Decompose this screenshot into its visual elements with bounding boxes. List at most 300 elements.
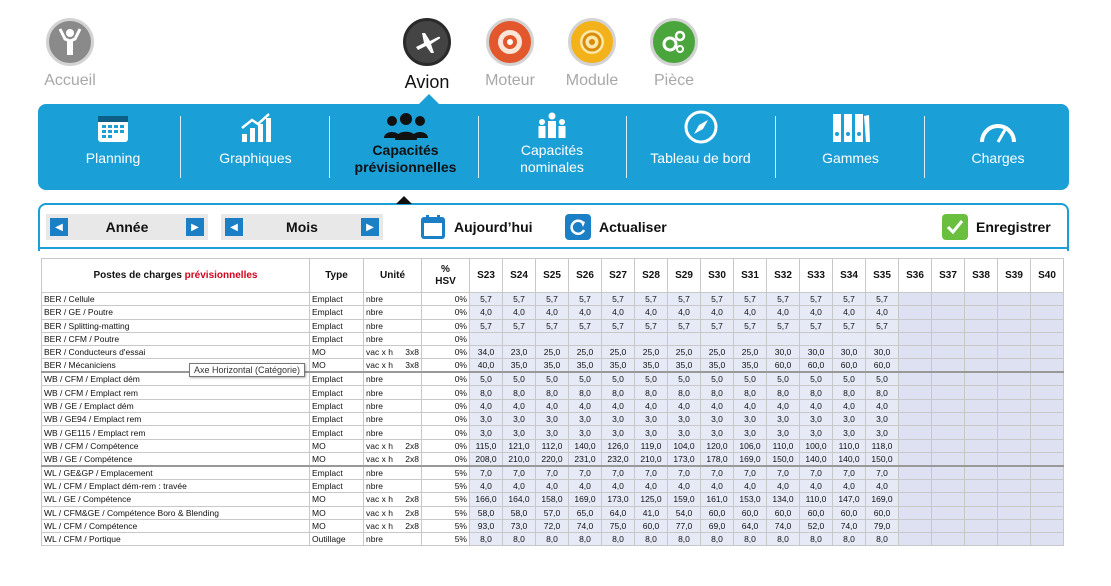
week-value-cell[interactable]: 3,0	[800, 413, 833, 426]
row-hsv-cell[interactable]: 0%	[422, 359, 470, 373]
week-value-cell[interactable]	[833, 332, 866, 345]
week-value-cell[interactable]: 77,0	[668, 519, 701, 532]
week-empty-cell[interactable]	[998, 413, 1031, 426]
row-hsv-cell[interactable]: 0%	[422, 319, 470, 332]
week-value-cell[interactable]: 4,0	[569, 399, 602, 412]
week-empty-cell[interactable]	[965, 319, 998, 332]
week-empty-cell[interactable]	[1031, 386, 1064, 399]
week-value-cell[interactable]: 60,0	[833, 359, 866, 373]
refresh-button[interactable]	[565, 213, 667, 241]
week-value-cell[interactable]: 4,0	[536, 399, 569, 412]
week-empty-cell[interactable]	[1031, 306, 1064, 319]
week-value-cell[interactable]: 5,0	[734, 372, 767, 386]
row-type-cell[interactable]: Emplact	[310, 386, 364, 399]
week-value-cell[interactable]: 64,0	[734, 519, 767, 532]
row-type-cell[interactable]: MO	[310, 493, 364, 506]
row-type-cell[interactable]: MO	[310, 439, 364, 452]
week-value-cell[interactable]: 159,0	[668, 493, 701, 506]
week-empty-cell[interactable]	[899, 479, 932, 492]
week-empty-cell[interactable]	[998, 346, 1031, 359]
week-value-cell[interactable]: 153,0	[734, 493, 767, 506]
row-unit-cell[interactable]	[364, 399, 422, 412]
week-value-cell[interactable]: 5,7	[503, 319, 536, 332]
week-value-cell[interactable]: 4,0	[470, 399, 503, 412]
week-value-cell[interactable]: 4,0	[635, 479, 668, 492]
week-empty-cell[interactable]	[1031, 533, 1064, 546]
week-value-cell[interactable]: 126,0	[602, 439, 635, 452]
week-value-cell[interactable]: 3,0	[536, 426, 569, 439]
week-value-cell[interactable]: 4,0	[470, 306, 503, 319]
row-type-cell[interactable]: MO	[310, 519, 364, 532]
week-value-cell[interactable]: 169,0	[866, 493, 899, 506]
week-value-cell[interactable]: 58,0	[503, 506, 536, 519]
week-empty-cell[interactable]	[965, 506, 998, 519]
week-empty-cell[interactable]	[899, 359, 932, 373]
row-hsv-cell[interactable]: 0%	[422, 386, 470, 399]
week-value-cell[interactable]: 4,0	[767, 479, 800, 492]
today-button[interactable]	[420, 213, 533, 241]
week-empty-cell[interactable]	[998, 359, 1031, 373]
week-value-cell[interactable]: 169,0	[569, 493, 602, 506]
row-name-cell[interactable]: WL / GE&GP / Emplacement	[42, 466, 310, 480]
row-name-cell[interactable]: WB / GE / Emplact dém	[42, 399, 310, 412]
week-value-cell[interactable]: 8,0	[767, 533, 800, 546]
week-value-cell[interactable]: 121,0	[503, 439, 536, 452]
row-type-cell[interactable]: MO	[310, 359, 364, 373]
week-empty-cell[interactable]	[965, 493, 998, 506]
week-value-cell[interactable]: 8,0	[569, 533, 602, 546]
row-hsv-cell[interactable]: 0%	[422, 426, 470, 439]
week-value-cell[interactable]: 8,0	[668, 386, 701, 399]
row-type-cell[interactable]: Emplact	[310, 426, 364, 439]
week-empty-cell[interactable]	[899, 439, 932, 452]
row-unit-cell[interactable]	[364, 386, 422, 399]
week-value-cell[interactable]: 4,0	[536, 306, 569, 319]
week-value-cell[interactable]	[635, 332, 668, 345]
week-value-cell[interactable]: 3,0	[866, 426, 899, 439]
row-name-cell[interactable]: WL / CFM / Portique	[42, 533, 310, 546]
week-value-cell[interactable]: 73,0	[503, 519, 536, 532]
week-value-cell[interactable]	[734, 332, 767, 345]
week-empty-cell[interactable]	[932, 506, 965, 519]
week-value-cell[interactable]: 5,7	[767, 319, 800, 332]
week-value-cell[interactable]: 104,0	[668, 439, 701, 452]
week-value-cell[interactable]: 7,0	[767, 466, 800, 480]
week-empty-cell[interactable]	[965, 359, 998, 373]
next-month-button[interactable]: ▶	[361, 218, 379, 236]
week-empty-cell[interactable]	[932, 466, 965, 480]
week-value-cell[interactable]: 60,0	[800, 359, 833, 373]
week-value-cell[interactable]: 60,0	[734, 506, 767, 519]
week-empty-cell[interactable]	[1031, 506, 1064, 519]
row-unit-cell[interactable]	[364, 466, 422, 480]
week-value-cell[interactable]: 60,0	[767, 359, 800, 373]
week-value-cell[interactable]: 5,7	[470, 319, 503, 332]
week-value-cell[interactable]: 4,0	[767, 399, 800, 412]
week-empty-cell[interactable]	[932, 386, 965, 399]
week-value-cell[interactable]: 93,0	[470, 519, 503, 532]
week-value-cell[interactable]: 30,0	[833, 346, 866, 359]
week-value-cell[interactable]: 79,0	[866, 519, 899, 532]
row-hsv-cell[interactable]: 0%	[422, 306, 470, 319]
save-button[interactable]	[942, 213, 1051, 241]
week-value-cell[interactable]: 7,0	[800, 466, 833, 480]
week-empty-cell[interactable]	[998, 372, 1031, 386]
week-value-cell[interactable]: 65,0	[569, 506, 602, 519]
week-value-cell[interactable]: 35,0	[635, 359, 668, 373]
week-value-cell[interactable]: 100,0	[800, 439, 833, 452]
week-value-cell[interactable]: 8,0	[833, 533, 866, 546]
week-value-cell[interactable]	[668, 332, 701, 345]
week-value-cell[interactable]: 40,0	[470, 359, 503, 373]
week-value-cell[interactable]	[866, 332, 899, 345]
week-value-cell[interactable]: 5,7	[701, 293, 734, 306]
week-empty-cell[interactable]	[899, 306, 932, 319]
week-value-cell[interactable]: 5,0	[569, 372, 602, 386]
week-value-cell[interactable]: 5,0	[536, 372, 569, 386]
week-value-cell[interactable]: 3,0	[668, 426, 701, 439]
week-value-cell[interactable]: 8,0	[800, 533, 833, 546]
week-empty-cell[interactable]	[998, 519, 1031, 532]
week-empty-cell[interactable]	[1031, 452, 1064, 466]
row-unit-cell[interactable]	[364, 372, 422, 386]
week-value-cell[interactable]: 3,0	[701, 413, 734, 426]
week-value-cell[interactable]: 8,0	[635, 386, 668, 399]
row-name-cell[interactable]: WL / CFM / Emplact dém-rem : travée	[42, 479, 310, 492]
week-value-cell[interactable]: 4,0	[602, 479, 635, 492]
row-type-cell[interactable]: Outillage	[310, 533, 364, 546]
week-value-cell[interactable]: 60,0	[635, 519, 668, 532]
week-value-cell[interactable]: 74,0	[833, 519, 866, 532]
week-empty-cell[interactable]	[965, 426, 998, 439]
week-value-cell[interactable]: 4,0	[668, 479, 701, 492]
week-value-cell[interactable]: 74,0	[767, 519, 800, 532]
week-value-cell[interactable]	[767, 332, 800, 345]
week-value-cell[interactable]: 3,0	[635, 426, 668, 439]
week-value-cell[interactable]: 208,0	[470, 452, 503, 466]
week-empty-cell[interactable]	[899, 452, 932, 466]
week-value-cell[interactable]: 8,0	[866, 386, 899, 399]
week-empty-cell[interactable]	[1031, 399, 1064, 412]
topnav-piece[interactable]	[624, 18, 724, 90]
week-value-cell[interactable]: 3,0	[866, 413, 899, 426]
week-value-cell[interactable]: 5,7	[734, 319, 767, 332]
week-value-cell[interactable]: 4,0	[602, 399, 635, 412]
week-empty-cell[interactable]	[932, 493, 965, 506]
row-hsv-cell[interactable]: 0%	[422, 332, 470, 345]
week-value-cell[interactable]: 8,0	[536, 533, 569, 546]
row-name-cell[interactable]: WL / CFM&GE / Compétence Boro & Blending	[42, 506, 310, 519]
week-empty-cell[interactable]	[899, 332, 932, 345]
row-type-cell[interactable]: Emplact	[310, 306, 364, 319]
week-empty-cell[interactable]	[932, 319, 965, 332]
week-empty-cell[interactable]	[1031, 519, 1064, 532]
week-value-cell[interactable]: 60,0	[866, 359, 899, 373]
week-value-cell[interactable]: 8,0	[503, 533, 536, 546]
week-value-cell[interactable]: 3,0	[767, 426, 800, 439]
week-empty-cell[interactable]	[965, 386, 998, 399]
week-value-cell[interactable]: 23,0	[503, 346, 536, 359]
week-empty-cell[interactable]	[1031, 479, 1064, 492]
week-empty-cell[interactable]	[998, 293, 1031, 306]
week-empty-cell[interactable]	[998, 386, 1031, 399]
week-value-cell[interactable]: 5,0	[602, 372, 635, 386]
week-empty-cell[interactable]	[965, 519, 998, 532]
week-value-cell[interactable]: 25,0	[569, 346, 602, 359]
week-value-cell[interactable]: 5,7	[767, 293, 800, 306]
week-empty-cell[interactable]	[965, 413, 998, 426]
row-name-cell[interactable]: BER / Mécaniciens	[42, 359, 310, 373]
week-value-cell[interactable]: 75,0	[602, 519, 635, 532]
week-empty-cell[interactable]	[998, 399, 1031, 412]
week-value-cell[interactable]: 25,0	[668, 346, 701, 359]
week-value-cell[interactable]: 3,0	[536, 413, 569, 426]
ribbon-planning[interactable]	[58, 104, 168, 190]
week-value-cell[interactable]: 5,7	[734, 293, 767, 306]
week-value-cell[interactable]: 4,0	[866, 306, 899, 319]
week-value-cell[interactable]: 5,7	[602, 293, 635, 306]
week-value-cell[interactable]: 5,7	[800, 293, 833, 306]
row-name-cell[interactable]: WB / CFM / Emplact rem	[42, 386, 310, 399]
week-empty-cell[interactable]	[932, 413, 965, 426]
week-empty-cell[interactable]	[932, 293, 965, 306]
row-type-cell[interactable]: Emplact	[310, 413, 364, 426]
week-value-cell[interactable]: 173,0	[602, 493, 635, 506]
week-value-cell[interactable]: 4,0	[767, 306, 800, 319]
week-value-cell[interactable]: 3,0	[635, 413, 668, 426]
row-unit-cell[interactable]	[364, 519, 422, 532]
row-name-cell[interactable]: BER / Conducteurs d'essai	[42, 346, 310, 359]
week-empty-cell[interactable]	[998, 452, 1031, 466]
week-value-cell[interactable]: 5,7	[536, 293, 569, 306]
week-value-cell[interactable]: 5,7	[866, 293, 899, 306]
row-unit-cell[interactable]	[364, 319, 422, 332]
row-name-cell[interactable]: WB / GE94 / Emplact rem	[42, 413, 310, 426]
week-value-cell[interactable]: 7,0	[503, 466, 536, 480]
week-value-cell[interactable]: 5,0	[470, 372, 503, 386]
week-value-cell[interactable]: 4,0	[734, 399, 767, 412]
row-unit-cell[interactable]	[364, 533, 422, 546]
row-unit-cell[interactable]	[364, 346, 422, 359]
week-value-cell[interactable]: 7,0	[734, 466, 767, 480]
week-value-cell[interactable]: 3,0	[833, 426, 866, 439]
week-value-cell[interactable]: 8,0	[767, 386, 800, 399]
row-hsv-cell[interactable]: 0%	[422, 293, 470, 306]
week-value-cell[interactable]: 4,0	[503, 306, 536, 319]
week-empty-cell[interactable]	[899, 493, 932, 506]
row-unit-cell[interactable]	[364, 359, 422, 373]
ribbon-capacites-previsionnelles[interactable]	[338, 104, 473, 190]
week-empty-cell[interactable]	[932, 306, 965, 319]
week-empty-cell[interactable]	[932, 346, 965, 359]
week-value-cell[interactable]: 5,7	[833, 319, 866, 332]
row-hsv-cell[interactable]: 5%	[422, 506, 470, 519]
week-value-cell[interactable]: 164,0	[503, 493, 536, 506]
week-empty-cell[interactable]	[932, 332, 965, 345]
week-empty-cell[interactable]	[932, 399, 965, 412]
week-empty-cell[interactable]	[965, 399, 998, 412]
week-empty-cell[interactable]	[998, 439, 1031, 452]
week-value-cell[interactable]	[602, 332, 635, 345]
topnav-accueil[interactable]	[20, 18, 120, 90]
row-unit-cell[interactable]	[364, 332, 422, 345]
row-name-cell[interactable]: WL / CFM / Compétence	[42, 519, 310, 532]
week-value-cell[interactable]: 3,0	[767, 413, 800, 426]
week-value-cell[interactable]: 8,0	[569, 386, 602, 399]
week-value-cell[interactable]: 25,0	[602, 346, 635, 359]
row-hsv-cell[interactable]: 5%	[422, 493, 470, 506]
row-type-cell[interactable]: Emplact	[310, 332, 364, 345]
week-value-cell[interactable]: 150,0	[866, 452, 899, 466]
row-name-cell[interactable]: BER / CFM / Poutre	[42, 332, 310, 345]
week-empty-cell[interactable]	[1031, 439, 1064, 452]
week-value-cell[interactable]: 8,0	[833, 386, 866, 399]
week-empty-cell[interactable]	[965, 452, 998, 466]
week-value-cell[interactable]: 5,7	[833, 293, 866, 306]
week-empty-cell[interactable]	[932, 452, 965, 466]
week-value-cell[interactable]: 58,0	[470, 506, 503, 519]
week-value-cell[interactable]: 4,0	[800, 399, 833, 412]
week-value-cell[interactable]: 74,0	[569, 519, 602, 532]
week-value-cell[interactable]: 4,0	[800, 479, 833, 492]
week-value-cell[interactable]: 7,0	[470, 466, 503, 480]
week-value-cell[interactable]: 5,7	[536, 319, 569, 332]
week-value-cell[interactable]: 5,7	[635, 319, 668, 332]
week-empty-cell[interactable]	[899, 293, 932, 306]
ribbon-capacites-nominales[interactable]	[493, 104, 611, 190]
week-value-cell[interactable]: 4,0	[734, 479, 767, 492]
week-value-cell[interactable]: 8,0	[635, 533, 668, 546]
week-value-cell[interactable]: 64,0	[602, 506, 635, 519]
week-value-cell[interactable]: 60,0	[866, 506, 899, 519]
week-empty-cell[interactable]	[1031, 493, 1064, 506]
week-empty-cell[interactable]	[899, 519, 932, 532]
week-value-cell[interactable]: 5,7	[470, 293, 503, 306]
week-empty-cell[interactable]	[932, 372, 965, 386]
week-value-cell[interactable]: 25,0	[701, 346, 734, 359]
week-value-cell[interactable]: 4,0	[503, 479, 536, 492]
week-value-cell[interactable]: 4,0	[800, 306, 833, 319]
week-value-cell[interactable]: 5,0	[668, 372, 701, 386]
week-value-cell[interactable]: 169,0	[734, 452, 767, 466]
week-value-cell[interactable]: 220,0	[536, 452, 569, 466]
week-value-cell[interactable]: 60,0	[701, 506, 734, 519]
week-value-cell[interactable]: 5,0	[503, 372, 536, 386]
week-value-cell[interactable]: 25,0	[635, 346, 668, 359]
week-empty-cell[interactable]	[1031, 466, 1064, 480]
ribbon-gammes[interactable]	[788, 104, 913, 190]
week-value-cell[interactable]: 5,7	[866, 319, 899, 332]
row-hsv-cell[interactable]: 0%	[422, 452, 470, 466]
week-empty-cell[interactable]	[1031, 346, 1064, 359]
week-empty-cell[interactable]	[932, 519, 965, 532]
week-value-cell[interactable]: 8,0	[866, 533, 899, 546]
week-value-cell[interactable]: 8,0	[503, 386, 536, 399]
week-empty-cell[interactable]	[965, 479, 998, 492]
week-value-cell[interactable]: 4,0	[602, 306, 635, 319]
week-value-cell[interactable]: 54,0	[668, 506, 701, 519]
row-name-cell[interactable]: WB / GE / Compétence	[42, 452, 310, 466]
week-value-cell[interactable]: 35,0	[701, 359, 734, 373]
week-empty-cell[interactable]	[899, 346, 932, 359]
week-value-cell[interactable]: 3,0	[734, 413, 767, 426]
week-value-cell[interactable]: 8,0	[800, 386, 833, 399]
week-value-cell[interactable]: 147,0	[833, 493, 866, 506]
row-name-cell[interactable]: WB / GE115 / Emplact rem	[42, 426, 310, 439]
week-value-cell[interactable]: 30,0	[866, 346, 899, 359]
week-empty-cell[interactable]	[932, 439, 965, 452]
row-hsv-cell[interactable]: 0%	[422, 413, 470, 426]
week-value-cell[interactable]: 7,0	[569, 466, 602, 480]
week-value-cell[interactable]: 5,0	[800, 372, 833, 386]
week-value-cell[interactable]: 8,0	[470, 533, 503, 546]
week-empty-cell[interactable]	[998, 426, 1031, 439]
week-value-cell[interactable]: 3,0	[668, 413, 701, 426]
week-value-cell[interactable]: 161,0	[701, 493, 734, 506]
week-value-cell[interactable]: 5,7	[569, 319, 602, 332]
week-value-cell[interactable]: 232,0	[602, 452, 635, 466]
week-value-cell[interactable]: 5,7	[668, 293, 701, 306]
row-hsv-cell[interactable]: 0%	[422, 346, 470, 359]
row-name-cell[interactable]: BER / GE / Poutre	[42, 306, 310, 319]
prev-month-button[interactable]: ◀	[225, 218, 243, 236]
week-empty-cell[interactable]	[932, 426, 965, 439]
week-value-cell[interactable]: 5,0	[866, 372, 899, 386]
row-unit-cell[interactable]	[364, 413, 422, 426]
week-value-cell[interactable]: 8,0	[602, 386, 635, 399]
week-empty-cell[interactable]	[998, 466, 1031, 480]
week-value-cell[interactable]: 134,0	[767, 493, 800, 506]
week-value-cell[interactable]: 4,0	[833, 399, 866, 412]
week-value-cell[interactable]: 52,0	[800, 519, 833, 532]
week-empty-cell[interactable]	[1031, 293, 1064, 306]
week-value-cell[interactable]: 5,7	[800, 319, 833, 332]
week-value-cell[interactable]: 4,0	[569, 306, 602, 319]
row-type-cell[interactable]: Emplact	[310, 466, 364, 480]
week-value-cell[interactable]: 118,0	[866, 439, 899, 452]
week-value-cell[interactable]: 7,0	[701, 466, 734, 480]
week-value-cell[interactable]: 150,0	[767, 452, 800, 466]
week-value-cell[interactable]: 158,0	[536, 493, 569, 506]
week-empty-cell[interactable]	[965, 293, 998, 306]
week-value-cell[interactable]: 8,0	[734, 533, 767, 546]
row-type-cell[interactable]: MO	[310, 506, 364, 519]
week-value-cell[interactable]: 120,0	[701, 439, 734, 452]
week-value-cell[interactable]: 5,7	[503, 293, 536, 306]
week-empty-cell[interactable]	[965, 332, 998, 345]
week-value-cell[interactable]: 7,0	[635, 466, 668, 480]
row-type-cell[interactable]: Emplact	[310, 372, 364, 386]
week-value-cell[interactable]: 5,0	[833, 372, 866, 386]
week-value-cell[interactable]: 35,0	[734, 359, 767, 373]
week-empty-cell[interactable]	[1031, 319, 1064, 332]
week-value-cell[interactable]: 110,0	[833, 439, 866, 452]
row-type-cell[interactable]: MO	[310, 346, 364, 359]
week-value-cell[interactable]: 60,0	[800, 506, 833, 519]
row-hsv-cell[interactable]: 5%	[422, 533, 470, 546]
week-value-cell[interactable]: 4,0	[701, 399, 734, 412]
week-empty-cell[interactable]	[1031, 372, 1064, 386]
week-value-cell[interactable]: 8,0	[734, 386, 767, 399]
week-value-cell[interactable]: 4,0	[569, 479, 602, 492]
week-value-cell[interactable]: 3,0	[734, 426, 767, 439]
week-value-cell[interactable]: 173,0	[668, 452, 701, 466]
week-value-cell[interactable]: 5,0	[767, 372, 800, 386]
week-value-cell[interactable]: 3,0	[602, 413, 635, 426]
week-empty-cell[interactable]	[899, 533, 932, 546]
week-value-cell[interactable]	[800, 332, 833, 345]
week-empty-cell[interactable]	[998, 493, 1031, 506]
